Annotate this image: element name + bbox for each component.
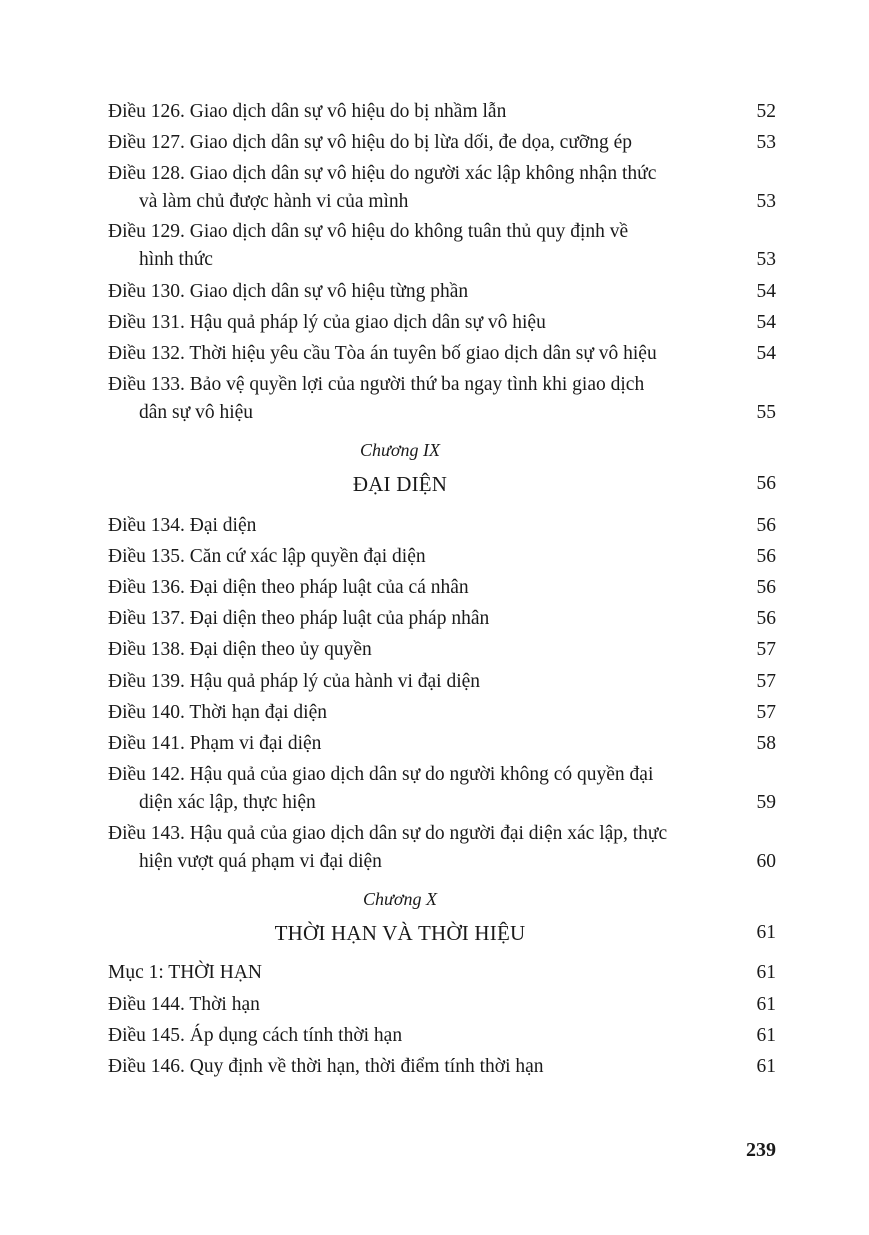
toc-entry-title: Điều 146. Quy định về thời hạn, thời điểm tính thời hạn [108,1056,544,1077]
toc-entry-title: Điều 145. Áp dụng cách tính thời hạn [108,1025,403,1046]
toc-entry-title: Điều 144. Thời hạn [108,994,260,1015]
toc-entry-line-continued: diện xác lập, thực hiện [139,792,316,813]
toc-entry-line: Điều 128. Giao dịch dân sự vô hiệu do người xác lập không nhận thức [108,163,657,184]
toc-entry-title: Điều 140. Thời hạn đại diện [108,702,327,723]
toc-entry-title [108,820,698,876]
toc-entry [108,1022,776,1050]
toc-entry-line-continued: hiện vượt quá phạm vi đại diện [139,851,382,872]
toc-entry-line: Điều 129. Giao dịch dân sự vô hiệu do không tuân thủ quy định về [108,221,629,242]
toc-entry-page: 54 [756,281,776,302]
toc-entry [108,959,776,987]
toc-entry-title: Điều 137. Đại diện theo pháp luật của pháp nhân [108,608,490,629]
toc-entry-page: 56 [756,608,776,629]
toc-entry-page: 61 [756,962,776,983]
chapter-label: Chương IX [360,440,440,460]
toc-entry [108,129,776,157]
toc-entry [108,761,776,817]
toc-entry [108,278,776,306]
toc-entry-title: Điều 134. Đại diện [108,515,257,536]
toc-entry [108,340,776,368]
chapter-page: 61 [756,922,776,943]
toc-entry [108,636,776,664]
toc-entry-line: Điều 142. Hậu quả của giao dịch dân sự do người không có quyền đại [108,764,654,785]
toc-entry [108,160,776,216]
toc-entry-title [108,761,698,817]
toc-entry [108,574,776,602]
toc-entry-page: 56 [756,515,776,536]
chapter-label: Chương X [363,889,437,909]
toc-entry-page: 56 [756,546,776,567]
toc-entry-line-continued: và làm chủ được hành vi của mình [139,191,409,212]
toc-entry-page: 54 [756,312,776,333]
toc-entry [108,605,776,633]
toc-entry [108,98,776,126]
toc-entry-line-continued: dân sự vô hiệu [139,402,254,423]
toc-entry-title [108,218,698,274]
chapter-page: 56 [756,473,776,494]
toc-entry [108,730,776,758]
toc-entry [108,309,776,337]
toc-entry-page: 61 [756,1025,776,1046]
toc-entry [108,699,776,727]
chapter-title: ĐẠI DIỆN [352,472,448,496]
toc-entry-page: 57 [756,702,776,723]
toc-entry-title: Điều 126. Giao dịch dân sự vô hiệu do bị nhầm lẫn [108,101,507,122]
toc-entry-title: Điều 138. Đại diện theo ủy quyền [108,639,372,660]
toc-entry [108,218,776,274]
toc-entry-title: Điều 135. Căn cứ xác lập quyền đại diện [108,546,426,567]
chapter-title: THỜI HẠN VÀ THỜI HIỆU [274,921,526,945]
toc-entry-page: 53 [756,249,776,270]
toc-entry-page: 60 [756,851,776,872]
toc-entry-title: Điều 127. Giao dịch dân sự vô hiệu do bị lừa dối, đe dọa, cưỡng ép [108,132,632,153]
toc-entry-title: Điều 131. Hậu quả pháp lý của giao dịch dân sự vô hiệu [108,312,546,333]
toc-entry-title: Điều 130. Giao dịch dân sự vô hiệu từng phần [108,281,469,302]
toc-entry-page: 54 [756,343,776,364]
toc-entry [108,668,776,696]
toc-entry-page: 53 [756,191,776,212]
toc-entry-title: Điều 139. Hậu quả pháp lý của hành vi đại diện [108,671,481,692]
toc-entry [108,512,776,540]
toc-entry [108,543,776,571]
toc-entry-page: 59 [756,792,776,813]
page-number: 239 [746,1139,776,1161]
toc-entry-page: 57 [756,671,776,692]
toc-entry-page: 56 [756,577,776,598]
toc-entry [108,1053,776,1081]
toc-entry-page: 61 [756,1056,776,1077]
toc-entry-line-continued: hình thức [139,249,213,270]
toc-entry-page: 55 [756,402,776,423]
toc-entry-page: 57 [756,639,776,660]
toc-entry-page: 58 [756,733,776,754]
toc-entry-page: 52 [756,101,776,122]
toc-entry-page: 53 [756,132,776,153]
toc-entry [108,371,776,427]
toc-entry-title [108,371,698,427]
toc-entry-page: 61 [756,994,776,1015]
toc-entry [108,820,776,876]
toc-entry-title: Điều 136. Đại diện theo pháp luật của cá nhân [108,577,469,598]
toc-entry [108,991,776,1019]
toc-entry-title: Mục 1: THỜI HẠN [108,962,263,983]
toc-entry-title: Điều 132. Thời hiệu yêu cầu Tòa án tuyên bố giao dịch dân sự vô hiệu [108,343,657,364]
toc-entry-line: Điều 133. Bảo vệ quyền lợi của người thứ ba ngay tình khi giao dịch [108,374,645,395]
toc-entry-title [108,160,698,216]
toc-entry-title: Điều 141. Phạm vi đại diện [108,733,322,754]
toc-entry-line: Điều 143. Hậu quả của giao dịch dân sự do người đại diện xác lập, thực [108,823,668,844]
